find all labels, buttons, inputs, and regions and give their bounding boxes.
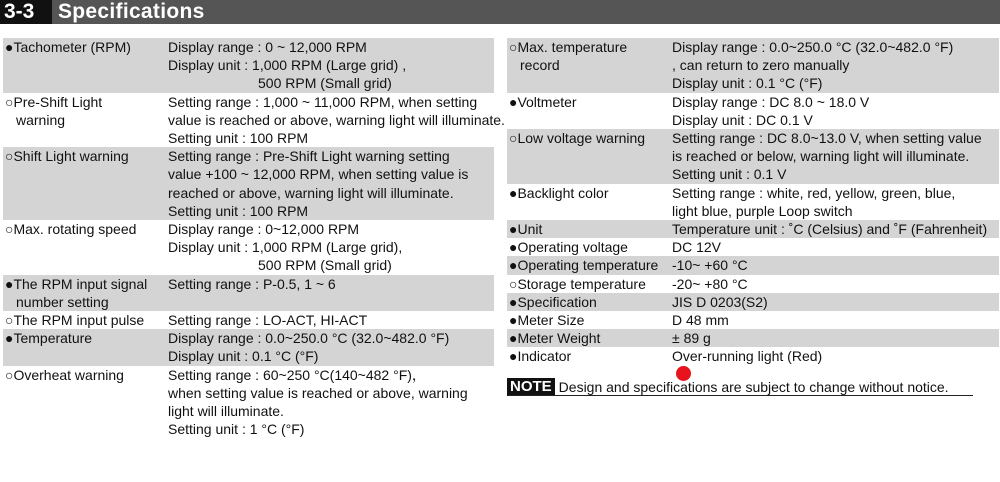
spec-row xyxy=(3,311,494,329)
spec-label-text: ●Operating voltage xyxy=(509,239,628,256)
spec-label-text: ●Operating temperature xyxy=(509,257,659,274)
spec-value-line: value +100 ~ 12,000 RPM, when setting value is xyxy=(168,166,469,183)
spec-label-text: ●Temperature xyxy=(5,330,93,347)
spec-label-text: ○Max. temperature xyxy=(509,39,628,55)
spec-row xyxy=(507,293,999,311)
spec-row xyxy=(507,184,999,220)
spec-label-text: ●Meter Weight xyxy=(509,330,601,347)
spec-value xyxy=(672,275,999,293)
spec-label-text: ○Shift Light warning xyxy=(5,148,129,165)
spec-label-text: ●Indicator xyxy=(509,348,572,365)
spec-label xyxy=(507,347,672,380)
spec-row xyxy=(3,147,494,220)
spec-value-line: ± 89 g xyxy=(672,330,711,347)
spec-row xyxy=(3,329,494,365)
spec-value xyxy=(168,311,494,329)
spec-label xyxy=(3,311,168,329)
spec-label xyxy=(3,38,168,93)
spec-value-line: light blue, purple Loop switch xyxy=(672,202,853,219)
spec-value-line: Display range : 0 ~ 12,000 RPM xyxy=(168,39,367,55)
spec-label-text: ○Overheat warning xyxy=(5,366,124,383)
spec-value-line: Setting range : 60~250 °C(140~482 °F)， xyxy=(168,366,426,383)
spec-value-line: Display unit : DC 0.1 V xyxy=(672,111,813,128)
spec-label xyxy=(507,220,672,238)
spec-label xyxy=(507,129,672,184)
spec-label-text: ●Meter Size xyxy=(509,312,585,329)
spec-label-text: ○Storage temperature xyxy=(509,275,646,292)
spec-row xyxy=(507,275,999,293)
spec-value-line: DC 12V xyxy=(672,239,722,256)
spec-label xyxy=(507,256,672,274)
spec-label xyxy=(507,184,672,220)
spec-row xyxy=(507,129,999,184)
spec-value-line: Setting range : LO-ACT, HI-ACT xyxy=(168,312,368,329)
spec-row xyxy=(3,366,494,439)
spec-label-text: ○The RPM input pulse xyxy=(5,312,145,329)
spec-label-text: ○Low voltage warning xyxy=(509,130,646,147)
spec-label xyxy=(3,366,168,439)
spec-label-text: ○Max. rotating speed xyxy=(5,221,137,238)
spec-value-line: Display range : 0~12,000 RPM xyxy=(168,221,360,238)
spec-label-text: ●Tachometer (RPM) xyxy=(5,39,131,55)
spec-value-line: Setting range : white, red, yellow, green, blue, xyxy=(672,184,956,201)
spec-label-text: ●The RPM input signal xyxy=(5,275,148,292)
spec-value-line: reached or above, warning light will illuminate. xyxy=(168,184,454,201)
spec-value xyxy=(672,38,999,93)
spec-value-line: Display unit : 1,000 RPM (Large grid), xyxy=(168,239,403,256)
spec-label xyxy=(507,93,672,129)
spec-value-line: Setting unit : 0.1 V xyxy=(672,166,787,183)
spec-row xyxy=(3,275,494,311)
spec-value xyxy=(672,293,999,311)
spec-value-line: Temperature unit : ˚C (Celsius) and ˚F (Fahrenheit) xyxy=(672,221,988,238)
spec-row xyxy=(3,93,505,148)
spec-value xyxy=(672,329,999,347)
spec-label xyxy=(507,311,672,329)
spec-label-text-cont: warning xyxy=(16,111,66,128)
spec-label xyxy=(507,329,672,347)
spec-row xyxy=(507,256,999,274)
spec-value xyxy=(672,311,999,329)
spec-value-line: Setting range : Pre-Shift Light warning setting xyxy=(168,148,450,165)
spec-row xyxy=(507,220,999,238)
spec-value-line: is reached or below, warning light will illuminate. xyxy=(672,148,970,165)
spec-label xyxy=(507,275,672,293)
spec-label-text: ●Backlight color xyxy=(509,184,609,201)
spec-value xyxy=(168,275,494,311)
note-line xyxy=(507,378,973,396)
spec-label xyxy=(3,275,168,311)
spec-value-line: Display range : 0.0~250.0 °C (32.0~482.0 °F) xyxy=(168,330,450,347)
spec-row xyxy=(507,311,999,329)
spec-value-line: , can return to zero manually xyxy=(672,57,850,74)
spec-value xyxy=(672,347,999,380)
spec-label xyxy=(507,38,672,93)
spec-value-line: Setting unit : 100 RPM xyxy=(168,130,309,147)
spec-value-line: D 48 mm xyxy=(672,312,729,329)
spec-label xyxy=(3,329,168,365)
spec-value-line: Setting range : 1,000 ~ 11,000 RPM, when setting xyxy=(168,93,478,110)
spec-value-line: JIS D 0203(S2) xyxy=(672,293,768,310)
spec-value-line: value is reached or above, warning light will illuminate. xyxy=(168,111,505,128)
spec-label-text: ●Voltmeter xyxy=(509,93,577,110)
spec-column-left xyxy=(3,38,505,438)
spec-row xyxy=(3,38,494,93)
spec-value-line: Display unit : 0.1 °C (°F) xyxy=(672,75,823,92)
spec-value-line: 500 RPM (Small grid) xyxy=(258,75,392,92)
section-header xyxy=(0,0,1000,24)
spec-value xyxy=(672,129,999,184)
spec-value-line: Setting unit : 100 RPM xyxy=(168,202,309,219)
spec-value xyxy=(672,184,999,220)
spec-row xyxy=(507,238,999,256)
spec-label xyxy=(3,93,168,148)
spec-value xyxy=(672,220,999,238)
spec-label xyxy=(3,147,168,220)
spec-value xyxy=(168,93,505,148)
spec-row xyxy=(507,347,999,380)
spec-value xyxy=(168,366,494,439)
spec-value xyxy=(168,220,494,275)
spec-value-line: Display unit : 1,000 RPM (Large grid) , xyxy=(168,57,407,74)
spec-value-line: Display range : 0.0~250.0 °C (32.0~482.0 °F) xyxy=(672,39,954,55)
section-number: 3-3 xyxy=(0,0,52,24)
spec-row xyxy=(507,38,999,93)
spec-value-line: 500 RPM (Small grid) xyxy=(258,257,392,274)
spec-value-line: Display unit : 0.1 °C (°F) xyxy=(168,348,319,365)
spec-value-line: Setting range : DC 8.0~13.0 V, when setting value xyxy=(672,130,982,147)
spec-label-text: ○Pre-Shift Light xyxy=(5,93,103,110)
spec-row xyxy=(3,220,494,275)
spec-label-text-cont: record xyxy=(520,57,560,74)
spec-value-line: Over-running light (Red) xyxy=(672,348,823,365)
spec-value-line: Display range : DC 8.0 ~ 18.0 V xyxy=(672,93,870,110)
spec-value xyxy=(168,38,494,93)
spec-label xyxy=(507,238,672,256)
spec-value-line: Setting range : P-0.5, 1 ~ 6 xyxy=(168,275,336,292)
spec-value xyxy=(672,238,999,256)
spec-value-line: -10~ +60 °C xyxy=(672,257,748,274)
note-text: Design and specifications are subject to change without notice. xyxy=(558,378,949,395)
spec-label-text: ●Unit xyxy=(509,221,543,238)
spec-value-line: when setting value is reached or above, warning xyxy=(168,384,468,401)
spec-value xyxy=(672,256,999,274)
spec-column-right xyxy=(507,38,999,381)
spec-label-text: ●Specification xyxy=(509,293,597,310)
spec-row xyxy=(507,329,999,347)
spec-value-line: light will illuminate. xyxy=(168,403,284,420)
spec-row xyxy=(507,93,999,129)
spec-label xyxy=(507,293,672,311)
section-title: Specifications xyxy=(58,0,205,23)
note-tag: NOTE xyxy=(507,378,555,395)
spec-value xyxy=(168,329,494,365)
spec-label-text-cont: number setting xyxy=(16,293,109,310)
spec-value xyxy=(168,147,494,220)
spec-label xyxy=(3,220,168,275)
spec-value-line: Setting unit : 1 °C (°F) xyxy=(168,421,305,438)
spec-value-line: -20~ +80 °C xyxy=(672,275,748,292)
spec-value xyxy=(672,93,999,129)
